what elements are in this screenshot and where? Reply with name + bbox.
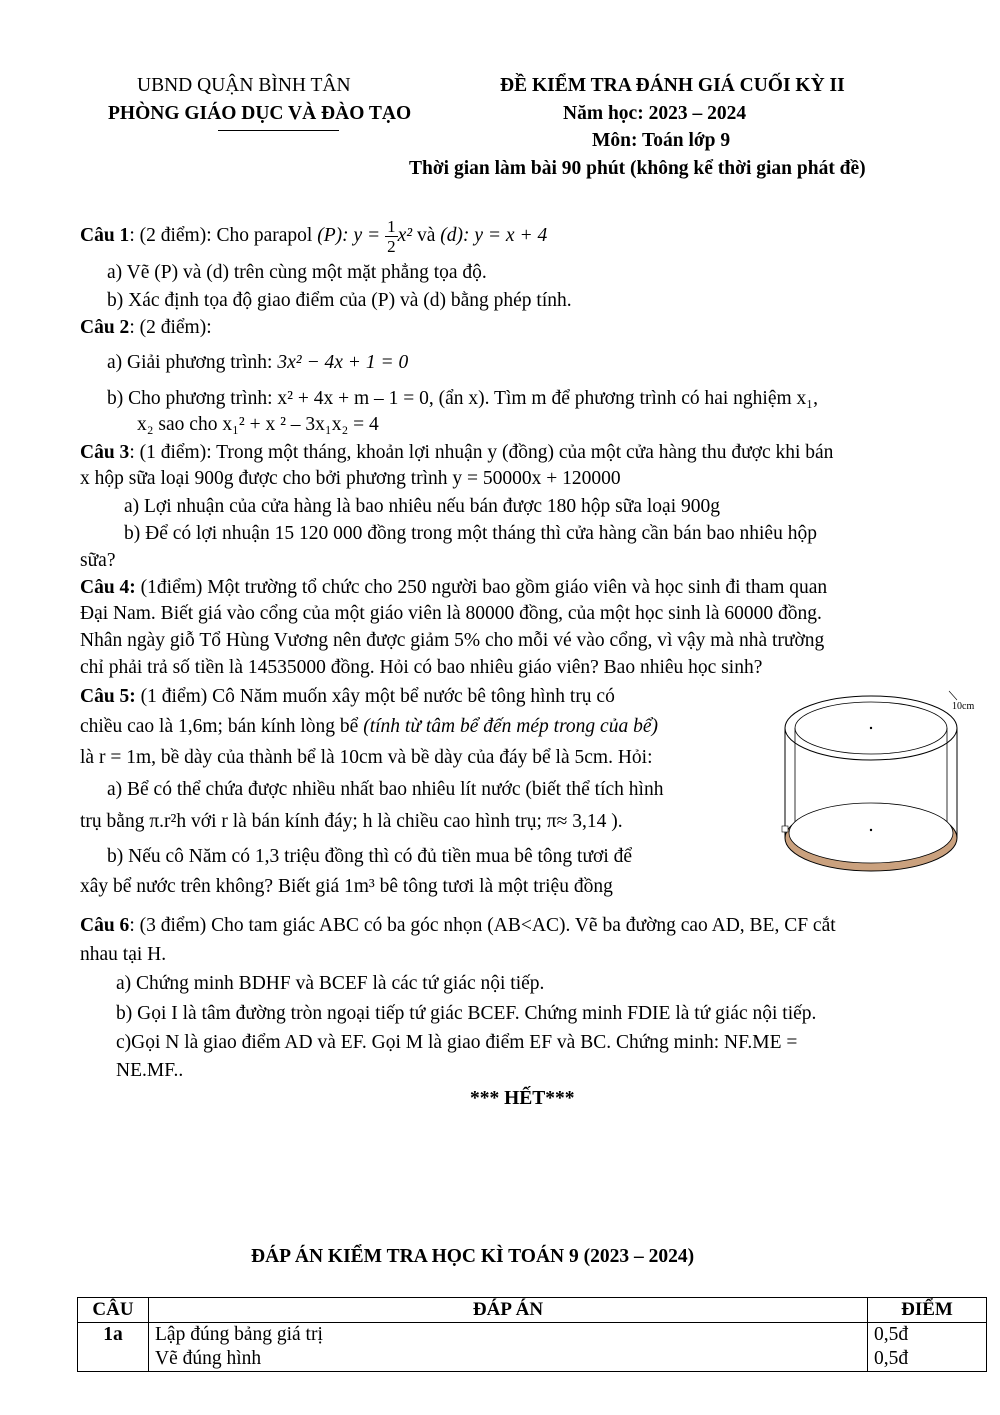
q2-part-a — [107, 350, 408, 376]
q5-part-a-line1: a) Bể có thể chứa được nhiều nhất bao nhiêu lít nước (biết thể tích hình — [107, 779, 664, 800]
q3-part-b-line2: sữa? — [80, 550, 116, 571]
q3-part-a: a) Lợi nhuận của cửa hàng là bao nhiêu nếu bán được 180 hộp sữa loại 900g — [124, 496, 720, 517]
q6-part-c-line1: c)Gọi N là giao điểm AD và EF. Gọi M là giao điểm EF và BC. Chứng minh: NF.ME = — [116, 1032, 798, 1053]
q1-parabola-name: (P): y = — [317, 224, 386, 246]
q6-line2: nhau tại H. — [80, 944, 167, 965]
q4-line1-text: (1điểm) Một trường tổ chức cho 250 người bao gồm giáo viên và học sinh đi tham quan — [140, 577, 828, 598]
q3-line2: x hộp sữa loại 900g được cho bởi phương trình y = 50000x + 120000 — [80, 468, 621, 489]
q6-part-a: a) Chứng minh BDHF và BCEF là các tứ giác nội tiếp. — [116, 973, 545, 994]
row-points-line1: 0,5đ — [874, 1324, 909, 1345]
row-points — [868, 1323, 987, 1372]
q4-line1 — [80, 575, 827, 601]
q6-label: Câu 6 — [80, 915, 130, 936]
q1-label: Câu 1 — [80, 224, 130, 246]
q2-part-b-line1: b) Cho phương trình: x² + 4x + m – 1 = 0, (ẩn x). Tìm m để phương trình có hai nghiệm x₁, — [107, 388, 818, 409]
header-department: PHÒNG GIÁO DỤC VÀ ĐÀO TẠO — [108, 103, 412, 124]
q5-line1-text: (1 điểm) Cô Năm muốn xây một bể nước bê tông hình trụ có — [135, 686, 615, 707]
end-mark: *** HẾT*** — [470, 1088, 575, 1109]
q4-label: Câu 4: — [80, 577, 141, 598]
answer-title: ĐÁP ÁN KIỂM TRA HỌC KÌ TOÁN 9 (2023 – 2024) — [251, 1246, 695, 1267]
q5-line1 — [80, 684, 615, 710]
header-question: CÂU — [78, 1298, 149, 1323]
table-row — [78, 1323, 987, 1372]
q1-parabola-rest: x² — [397, 224, 413, 246]
row-answer — [149, 1323, 868, 1372]
q4-line4: chỉ phải trả số tiền là 14535000 đồng. Hỏi có bao nhiêu giáo viên? Bao nhiêu học sinh? — [80, 657, 763, 678]
q3-part-b-line1: b) Để có lợi nhuận 15 120 000 đồng trong một tháng thì cửa hàng cần bán bao nhiêu hộp — [124, 523, 817, 544]
q5-label: Câu 5: — [80, 686, 136, 707]
q2-intro-text: : (2 điểm): — [129, 317, 212, 338]
q4-line2: Đại Nam. Biết giá vào cổng của một giáo viên là 80000 đồng, của một học sinh là 60000 đồng. — [80, 603, 822, 624]
answer-table — [77, 1297, 987, 1372]
q3-label: Câu 3 — [80, 442, 130, 463]
q5-line2 — [80, 714, 658, 740]
row-question: 1a — [78, 1323, 149, 1372]
header-district: UBND QUẬN BÌNH TÂN — [137, 75, 351, 96]
q5-line2-note: (tính từ tâm bể đến mép trong của bể) — [363, 716, 658, 737]
cylinder-tank-figure — [770, 688, 995, 898]
q1-part-b: b) Xác định tọa độ giao điểm của (P) và (d) bằng phép tính. — [107, 290, 572, 311]
q4-line3: Nhân ngày giỗ Tổ Hùng Vương nên được giảm 5% cho mỗi vé vào cổng, vì vậy mà nhà trường — [80, 630, 825, 651]
header-points: ĐIỂM — [868, 1298, 987, 1323]
q1-fraction-num: 1 — [387, 217, 396, 236]
q6-line1 — [80, 913, 836, 939]
q2-label: Câu 2 — [80, 317, 130, 338]
q1-part-a: a) Vẽ (P) và (d) trên cùng một mặt phẳng tọa độ. — [107, 262, 487, 283]
row-answer-line1: Lập đúng bảng giá trị — [155, 1324, 323, 1345]
q1-line-eq: (d): y = x + 4 — [440, 224, 548, 246]
time-limit: Thời gian làm bài 90 phút (không kể thời gian phát đề) — [409, 158, 866, 179]
q1-and: và — [412, 224, 441, 246]
answer-table-header — [78, 1298, 987, 1323]
q2-a-text: a) Giải phương trình: — [107, 352, 278, 373]
q1-intro — [80, 217, 547, 256]
q2-intro — [80, 315, 212, 341]
q2-part-b-line2: x₂ sao cho x₁² + x ² – 3x₁x₂ = 4 — [137, 414, 379, 435]
q2-a-equation: 3x² − 4x + 1 = 0 — [277, 352, 409, 373]
q3-line1-text: : (1 điểm): Trong một tháng, khoản lợi nhuận y (đồng) của một cửa hàng thu được khi bán — [129, 442, 834, 463]
exam-title: ĐỀ KIỂM TRA ĐÁNH GIÁ CUỐI KỲ II — [500, 75, 845, 96]
q5-part-b-line2: xây bể nước trên không? Biết giá 1m³ bê tông tươi là một triệu đồng — [80, 876, 613, 897]
row-points-line2: 0,5đ — [874, 1348, 909, 1369]
q6-part-b: b) Gọi I là tâm đường tròn ngoại tiếp tứ giác BCEF. Chứng minh FDIE là tứ giác nội tiếp. — [116, 1003, 817, 1024]
subject: Môn: Toán lớp 9 — [592, 130, 731, 151]
tank-bottom-center — [870, 829, 872, 831]
q5-part-a-line2: trụ bằng π.r²h với r là bán kính đáy; h là chiều cao hình trụ; π≈ 3,14 ). — [80, 811, 623, 832]
q1-intro-text: : (2 điểm): Cho parapol — [129, 224, 318, 246]
label-pointer — [949, 691, 957, 700]
q6-part-c-line2: NE.MF.. — [116, 1060, 184, 1081]
figure-thickness-label: 10cm — [952, 701, 975, 712]
q3-line1 — [80, 440, 833, 466]
tank-top-center — [870, 727, 872, 729]
tank-wall-marker — [782, 826, 788, 832]
tank-bottom-inner — [789, 803, 953, 863]
q1-fraction — [385, 217, 398, 256]
q5-part-b-line1: b) Nếu cô Năm có 1,3 triệu đồng thì có đủ tiền mua bê tông tươi để — [107, 846, 633, 867]
header-underline — [218, 130, 339, 131]
row-answer-line2: Vẽ đúng hình — [155, 1348, 262, 1369]
q5-line3: là r = 1m, bề dày của thành bể là 10cm và bề dày của đáy bể là 5cm. Hỏi: — [80, 747, 653, 768]
q6-line1-text: : (3 điểm) Cho tam giác ABC có ba góc nhọn (AB<AC). Vẽ ba đường cao AD, BE, CF cắt — [129, 915, 836, 936]
q5-line2-text: chiều cao là 1,6m; bán kính lòng bể — [80, 716, 364, 737]
header-answer: ĐÁP ÁN — [149, 1298, 868, 1323]
school-year: Năm học: 2023 – 2024 — [563, 103, 747, 124]
q1-fraction-den: 2 — [387, 237, 396, 256]
